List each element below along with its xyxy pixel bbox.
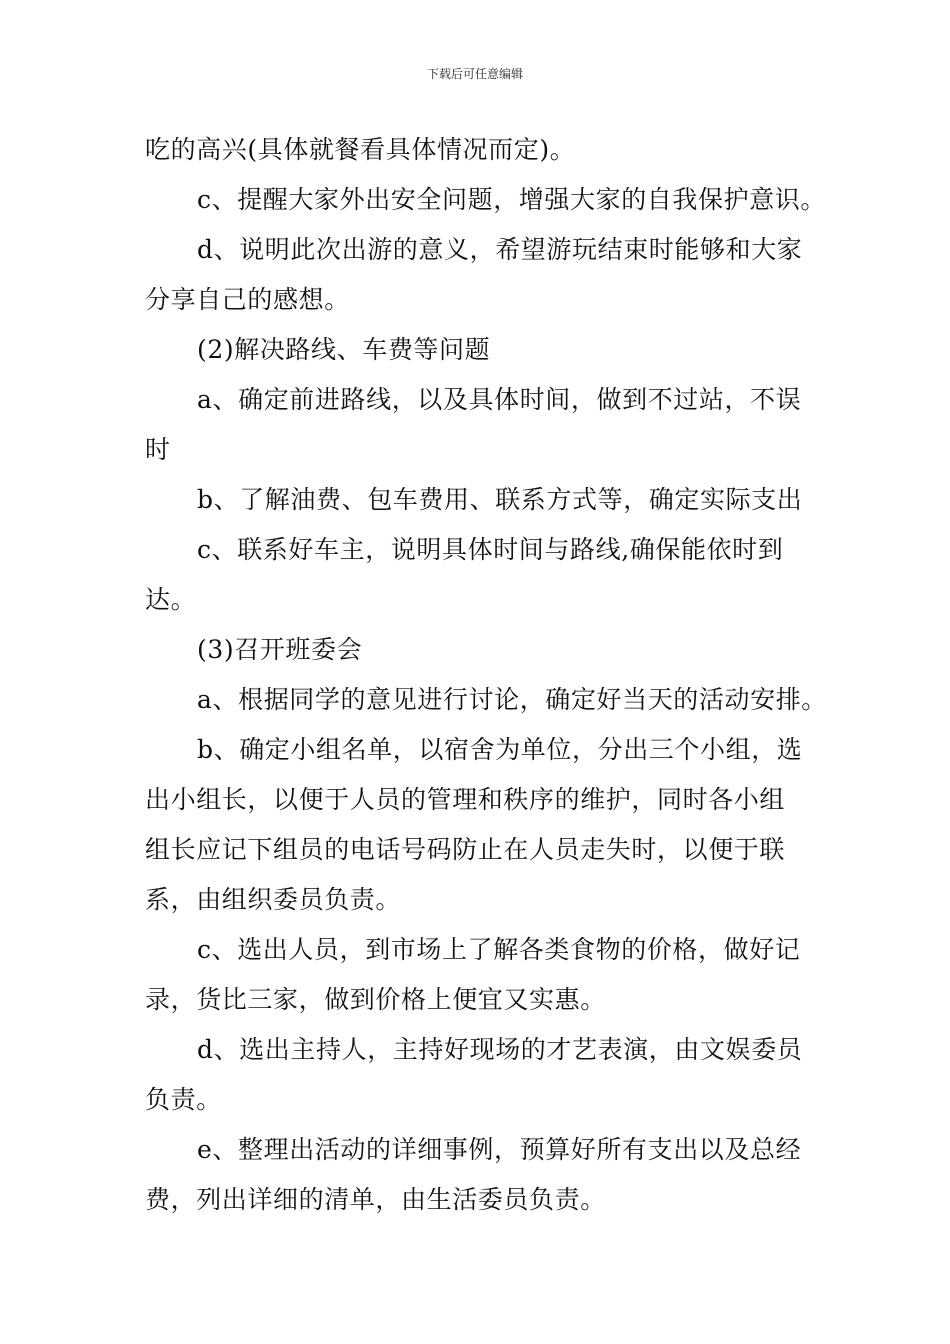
text-line: 分享自己的感想。 [145,285,350,314]
text-line: 组长应记下组员的电话号码防止在人员走失时，以便于联 [145,835,786,864]
text-line: d、选出主持人，主持好现场的才艺表演，由文娱委员 [197,1035,803,1064]
section-heading: (2)解决路线、车费等问题 [197,335,491,364]
text-line: 出小组长，以便于人员的管理和秩序的维护，同时各小组 [145,785,786,814]
text-line: a、确定前进路线，以及具体时间，做到不过站，不误 [197,385,802,414]
text-line: 费，列出详细的清单，由生活委员负责。 [145,1185,606,1214]
text-line: c、选出人员，到市场上了解各类食物的价格，做好记 [197,935,801,964]
text-line: 系，由组织委员负责。 [145,885,402,914]
document-body [145,125,827,1225]
text-line: 负责。 [145,1085,222,1114]
text-line: d、说明此次出游的意义，希望游玩结束时能够和大家 [197,235,803,264]
text-line: 时 [145,435,171,464]
text-line: a、根据同学的意见进行讨论，确定好当天的活动安排。 [197,685,827,714]
text-line: 录，货比三家，做到价格上便宜又实惠。 [145,985,606,1014]
section-heading: (3)召开班委会 [197,635,363,664]
text-line: 达。 [145,585,197,614]
text-line: b、了解油费、包车费用、联系方式等，确定实际支出 [197,485,803,514]
text-line: e、整理出活动的详细事例，预算好所有支出以及总经 [197,1135,802,1164]
text-line: c、联系好车主，说明具体时间与路线,确保能依时到 [197,535,784,564]
page-header: 下载后可任意编辑 [426,67,523,81]
text-line: 吃的高兴(具体就餐看具体情况而定)。 [145,135,576,164]
text-line: c、提醒大家外出安全问题，增强大家的自我保护意识。 [197,185,827,214]
text-line: b、确定小组名单，以宿舍为单位，分出三个小组，选 [197,735,803,764]
